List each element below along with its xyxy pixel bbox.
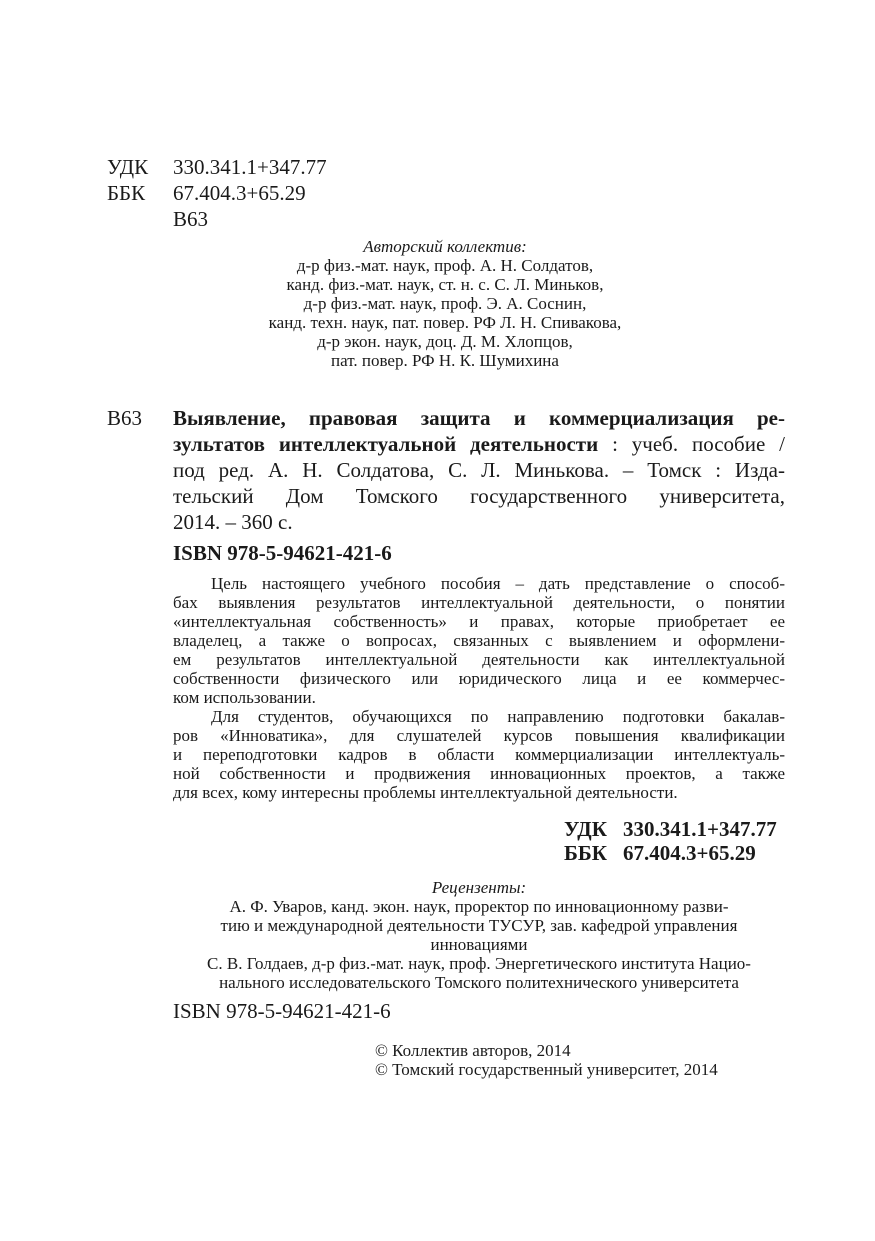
abstract-block [173,574,785,802]
abstract-line: и переподготовки кадров в области коммерциализации интеллектуаль- [173,745,785,764]
copyright-line: © Коллектив авторов, 2014 [375,1041,571,1060]
abstract-line: бах выявления результатов интеллектуальной деятельности, о понятии [173,593,785,612]
reviewer-line: инновациями [430,935,528,954]
record-isbn: ISBN 978-5-94621-421-6 [173,541,392,565]
footer-isbn: ISBN 978-5-94621-421-6 [173,999,391,1023]
udk-value-bold: 330.341.1+347.77 [623,817,777,841]
abstract-line: собственности физического или юридического лица и ее коммерчес- [173,669,785,688]
abstract-line: «интеллектуальная собственность» и правах, которые приобретает ее [173,612,785,631]
bbk-label-bold: ББК [564,841,607,865]
reviewer-line: А. Ф. Уваров, канд. экон. наук, проректор по инновационному разви- [229,897,729,916]
record-title-line2 [173,431,785,457]
reviewer-line: тию и международной деятельности ТУСУР, зав. кафедрой управления [220,916,738,935]
abstract-line: ем результатов интеллектуальной деятельности как интеллектуальной [173,650,785,669]
authors-block [150,237,740,370]
cutter-number: В63 [173,207,209,231]
bbk-value-bold: 67.404.3+65.29 [623,841,756,865]
record-block [173,405,785,535]
abstract-line: ров «Инноватика», для слушателей курсов повышения квалификации [173,726,785,745]
abstract-line: Для студентов, обучающихся по направлению подготовки бакалав- [211,707,785,726]
record-line: тельский Дом Томского государственного университета, [173,484,785,508]
abstract-line: Цель настоящего учебного пособия – дать представление о способ- [211,574,785,593]
reviewer-line: нального исследовательского Томского политехнического университета [219,973,739,992]
author-line: пат. повер. РФ Н. К. Шумихина [331,351,559,370]
abstract-line: владелец, а также о вопросах, связанных с выявлением и оформлени- [173,631,785,650]
record-title-bold: зультатов интеллектуальной деятельности [173,432,599,456]
record-line: под ред. А. Н. Солдатова, С. Л. Минькова. – Томск : Изда- [173,458,785,482]
authors-heading: Авторский коллектив: [363,237,527,256]
author-line: д-р экон. наук, доц. Д. М. Хлопцов, [317,332,573,351]
reviewer-line: С. В. Голдаев, д-р физ.-мат. наук, проф. Энергетического института Нацио- [207,954,751,973]
abstract-line: для всех, кому интересны проблемы интеллектуальной деятельности. [173,783,678,802]
udk-value: 330.341.1+347.77 [173,155,327,179]
abstract-line: ком использовании. [173,688,316,707]
record-line: 2014. – 360 с. [173,510,293,534]
author-line: канд. техн. наук, пат. повер. РФ Л. Н. Спивакова, [268,313,622,332]
udk-label: УДК [107,155,149,179]
reviewers-heading: Рецензенты: [431,878,527,897]
abstract-line: ной собственности и продвижения инновационных проектов, а также [173,764,785,783]
bbk-label: ББК [107,181,146,205]
udk-label-bold: УДК [564,817,607,841]
author-line: д-р физ.-мат. наук, проф. А. Н. Солдатов, [296,256,594,275]
author-line: д-р физ.-мат. наук, проф. Э. А. Соснин, [303,294,587,313]
record-title-rest: : учеб. пособие / [598,432,785,456]
bbk-value: 67.404.3+65.29 [173,181,306,205]
record-title-line: Выявление, правовая защита и коммерциализация ре- [173,406,785,430]
author-line: канд. физ.-мат. наук, ст. н. с. С. Л. Миньков, [286,275,604,294]
reviewers-block [173,878,785,992]
copyright-line: © Томский государственный университет, 2014 [375,1060,718,1079]
record-cutter: В63 [107,406,143,430]
